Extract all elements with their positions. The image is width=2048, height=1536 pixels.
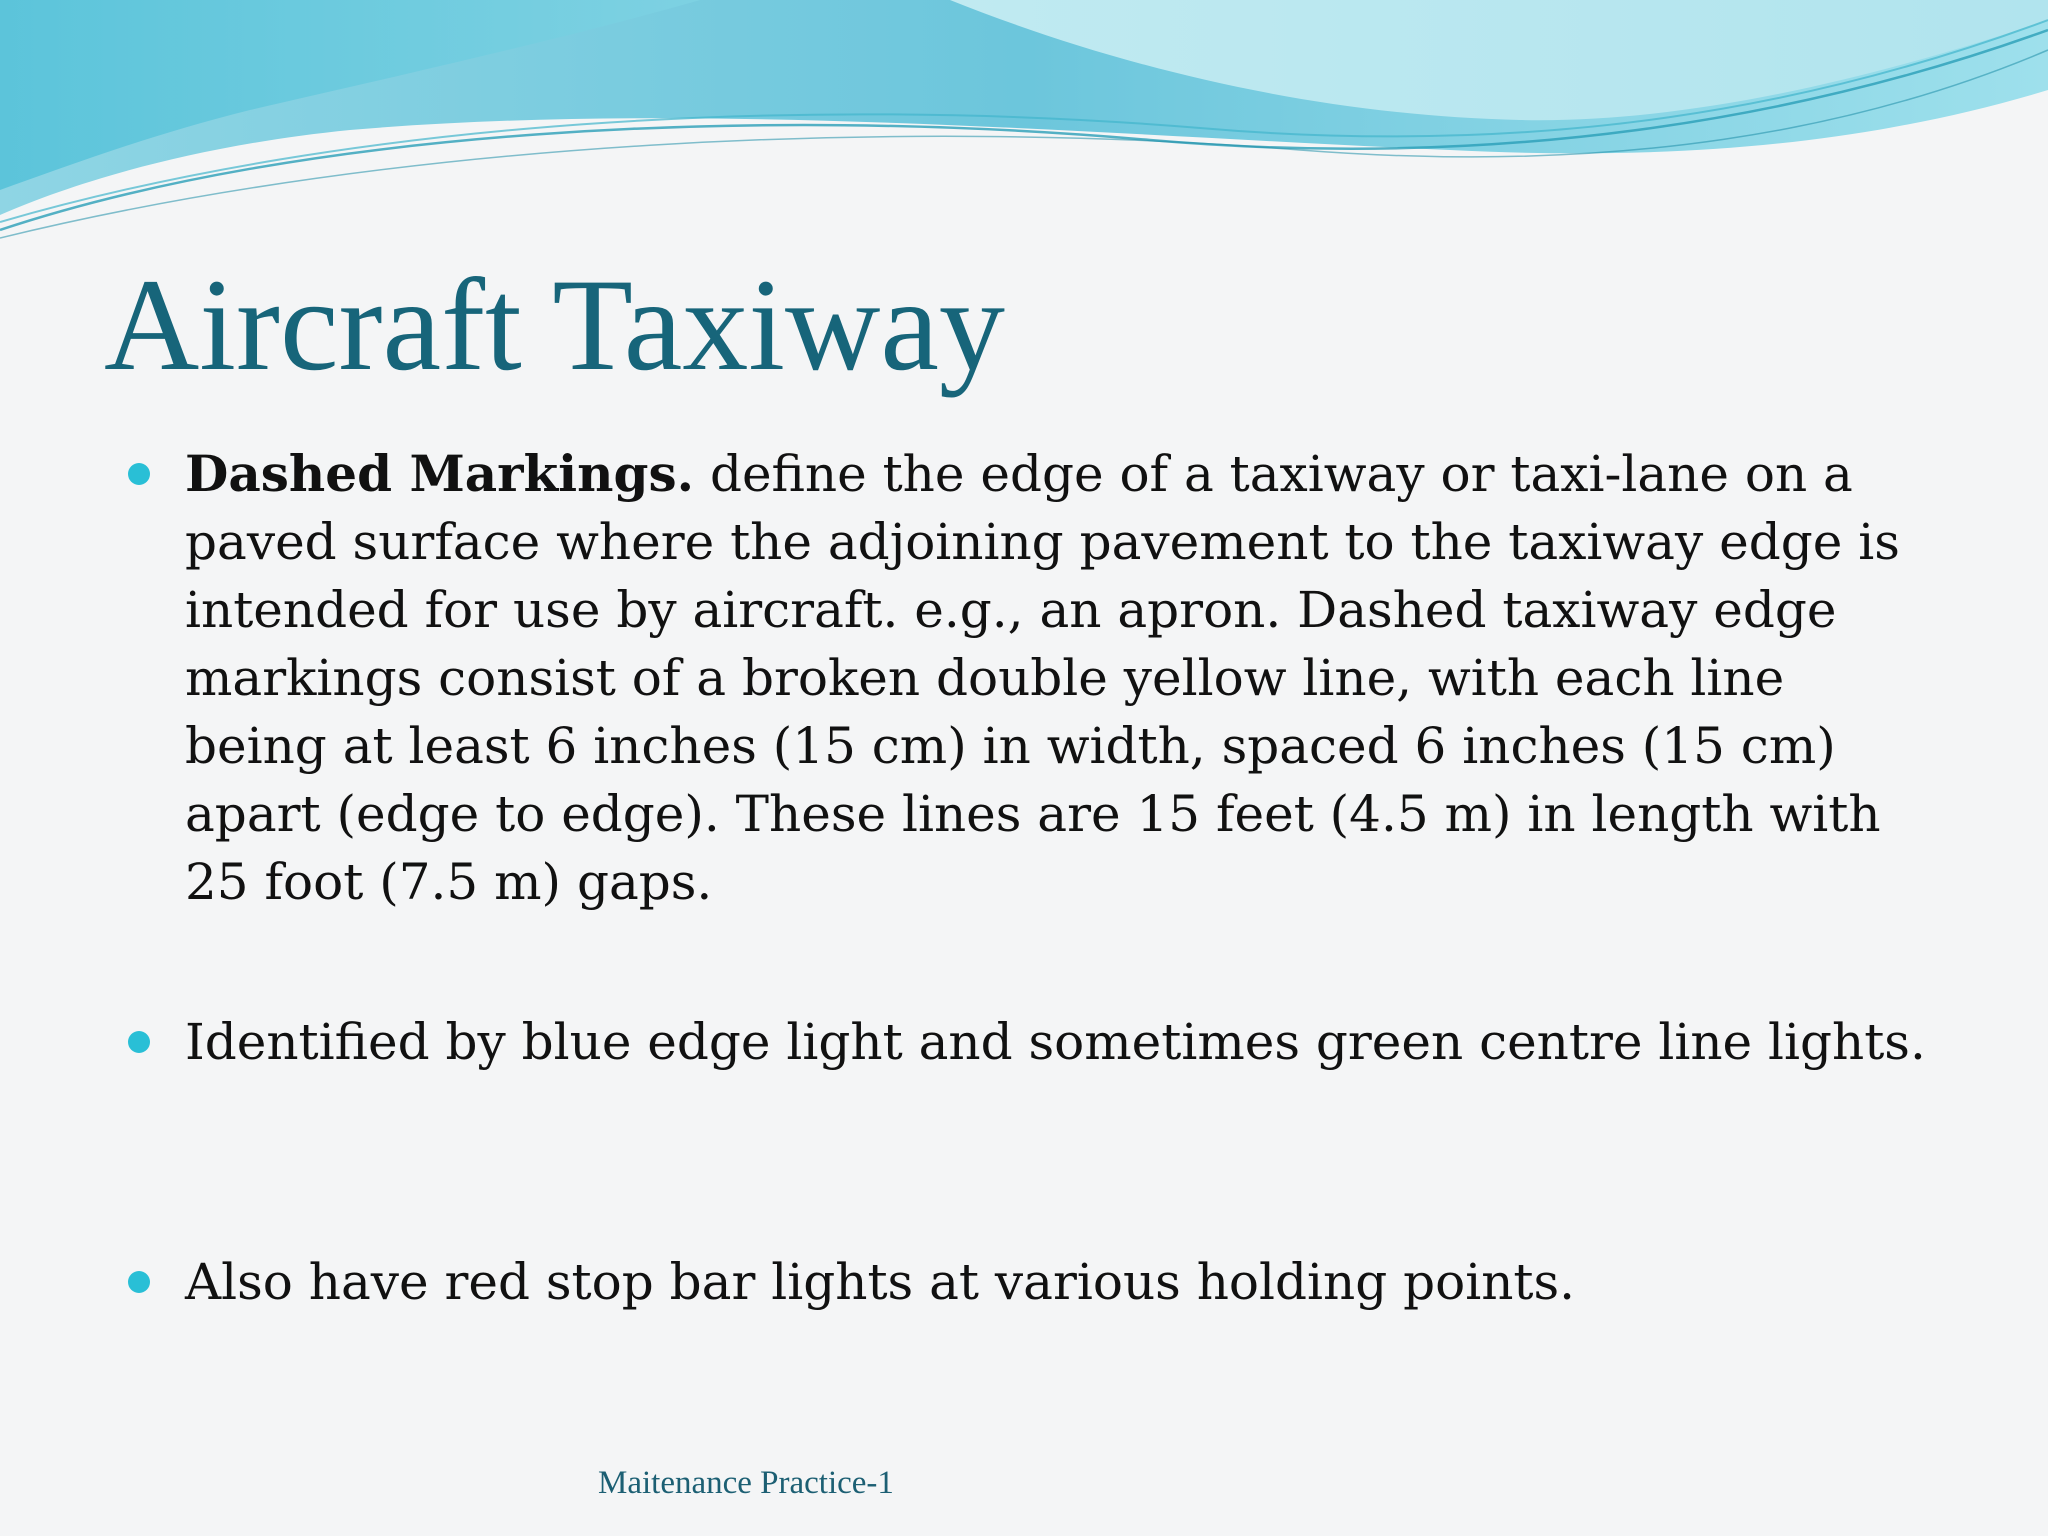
wave-header-decoration — [0, 0, 2048, 240]
bullet-bold-lead: Dashed Markings. — [185, 444, 695, 503]
slide-footer: Maitenance Practice-1 — [598, 1465, 894, 1501]
bullet-text — [185, 440, 1935, 916]
bullet-dot-icon — [128, 1031, 150, 1053]
bullet-dot-icon — [128, 463, 150, 485]
slide-title: Aircraft Taxiway — [104, 251, 1005, 398]
bullet-body: define the edge of a taxiway or taxi-lane on a paved surface where the adjoining pavement to the taxiway edge is intended for use by aircraft. e.g., an apron. Dashed taxiway edge markings consist of a broken double yellow line, with each line being at least 6 inches (15 cm) in width, spaced 6 inches (15 cm) apart (edge to edge). These lines are 15 feet (4.5 m) in length with 25 foot (7.5 m) gaps. — [185, 445, 1900, 911]
bullet-dot-icon — [128, 1271, 150, 1293]
bullet-text: Identified by blue edge light and sometimes green centre line lights. — [185, 1013, 1926, 1071]
bullet-text: Also have red stop bar lights at various holding points. — [185, 1253, 1576, 1311]
